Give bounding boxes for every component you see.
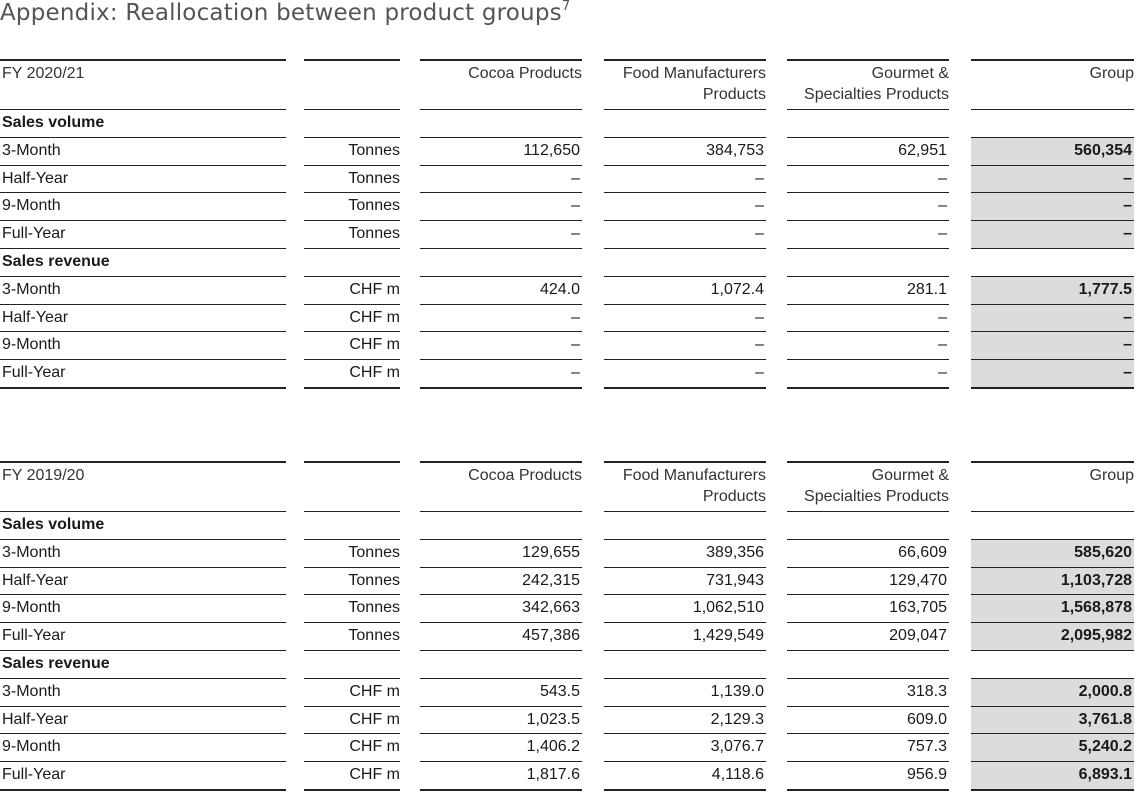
group-value: – [1123,336,1132,354]
row-label: Full-Year [2,766,66,784]
row-rule [304,359,400,360]
column-header-line: Cocoa Products [468,467,582,484]
row-rule [0,622,286,623]
header-bottom-rule [971,511,1134,512]
row-rule [604,387,766,389]
row-label: 3-Month [2,543,61,561]
group-value: 1,777.5 [1078,280,1132,298]
row-rule [787,594,949,595]
row-rule [604,594,766,595]
group-value: – [1123,197,1132,215]
row-rule [0,220,286,221]
row-rule [304,192,400,193]
row-rule [604,789,766,791]
row-rule [604,539,766,540]
column-header-line: Group [1089,65,1134,82]
row-value: – [571,364,580,382]
row-rule [787,706,949,707]
row-value: 242,315 [522,571,580,589]
row-label: Half-Year [2,571,69,589]
row-label: 9-Month [2,738,61,756]
row-label: Half-Year [2,710,69,728]
row-rule [0,331,286,332]
header-bottom-rule [304,511,400,512]
row-label: Full-Year [2,225,66,243]
row-rule [787,359,949,360]
header-top-rule [604,59,766,61]
row-unit: CHF m [349,280,400,298]
column-header-line: Group [1089,467,1134,484]
row-value: 2,129.3 [710,710,764,728]
row-rule [604,622,766,623]
row-rule [420,137,582,138]
row-rule [604,220,766,221]
row-rule [420,761,582,762]
column-header [420,63,582,84]
header-top-rule [787,461,949,463]
title-text: Appendix: Reallocation between product groups [0,0,562,26]
header-top-rule [0,59,286,61]
row-rule [604,761,766,762]
row-rule [787,761,949,762]
column-header-line: Food Manufacturers [622,467,766,484]
row-rule [971,789,1134,791]
row-rule [304,331,400,332]
row-rule [604,248,766,249]
row-value: 281.1 [906,280,947,298]
row-rule [787,220,949,221]
row-value: 66,609 [898,543,947,561]
row-unit: CHF m [349,738,400,756]
header-top-rule [304,461,400,463]
row-rule [604,192,766,193]
row-value: – [571,225,580,243]
period-header: FY 2019/20 [2,467,85,484]
row-rule [304,622,400,623]
header-bottom-rule [0,511,286,512]
header-top-rule [971,59,1134,61]
row-value: – [938,169,947,187]
group-value: 6,893.1 [1078,766,1132,784]
row-rule [0,192,286,193]
row-rule [304,304,400,305]
row-rule [0,387,286,389]
header-bottom-rule [420,109,582,110]
row-rule [0,276,286,277]
row-value: 1,062,510 [692,599,764,617]
row-value: 609.0 [906,710,947,728]
group-value: – [1123,364,1132,382]
row-unit: CHF m [349,710,400,728]
row-rule [420,192,582,193]
row-rule [787,789,949,791]
column-header-line: Specialties Products [804,86,949,103]
column-header [604,465,766,507]
group-value: 2,095,982 [1060,627,1132,645]
row-rule [0,165,286,166]
group-value: 1,103,728 [1060,571,1132,589]
section-label: Sales volume [2,114,105,131]
row-rule [787,165,949,166]
column-header [787,465,949,507]
row-rule [604,331,766,332]
row-value: 457,386 [522,627,580,645]
row-rule [604,706,766,707]
row-rule [304,594,400,595]
row-rule [0,706,286,707]
period-header: FY 2020/21 [2,65,85,82]
row-rule [420,165,582,166]
row-value: 384,753 [706,141,764,159]
header-top-rule [304,59,400,61]
row-unit: CHF m [349,364,400,382]
row-value: – [755,308,764,326]
row-rule [787,192,949,193]
section-label: Sales revenue [2,655,110,672]
row-value: 757.3 [906,738,947,756]
row-unit: Tonnes [348,169,400,187]
row-rule [0,248,286,249]
row-rule [971,387,1134,389]
row-value: 389,356 [706,543,764,561]
row-rule [604,567,766,568]
row-rule [420,733,582,734]
header-bottom-rule [604,511,766,512]
row-value: – [755,336,764,354]
row-rule [304,733,400,734]
row-rule [787,276,949,277]
row-rule [787,304,949,305]
row-value: 956.9 [906,766,947,784]
row-rule [0,733,286,734]
row-rule [0,567,286,568]
header-top-rule [0,461,286,463]
row-unit: Tonnes [348,543,400,561]
row-value: 1,023.5 [526,710,580,728]
row-unit: CHF m [349,336,400,354]
column-header [971,63,1134,84]
row-value: 112,650 [523,141,580,159]
group-value: 585,620 [1074,543,1132,561]
row-value: 1,139.0 [710,682,764,700]
row-rule [304,248,400,249]
header-bottom-rule [420,511,582,512]
row-rule [787,539,949,540]
row-rule [304,761,400,762]
row-rule [787,678,949,679]
row-value: – [938,197,947,215]
row-rule [304,706,400,707]
group-value: – [1123,308,1132,326]
column-header-line: Specialties Products [804,488,949,505]
row-value: 1,406.2 [526,738,580,756]
row-value: 4,118.6 [711,766,764,784]
group-value: 3,761.8 [1078,710,1132,728]
row-rule [420,359,582,360]
column-header [787,63,949,105]
row-label: 9-Month [2,336,61,354]
section-label: Sales volume [2,516,105,533]
row-rule [787,248,949,249]
row-rule [304,165,400,166]
row-label: 9-Month [2,599,61,617]
row-value: 543.5 [539,682,580,700]
row-unit: CHF m [349,766,400,784]
row-value: – [755,197,764,215]
group-value: 5,240.2 [1078,738,1132,756]
row-value: 342,663 [522,599,580,617]
group-value: 560,354 [1074,141,1132,159]
row-unit: Tonnes [348,571,400,589]
row-value: 62,951 [898,141,947,159]
row-value: – [938,364,947,382]
title-footnote: 7 [561,0,571,14]
column-header-line: Cocoa Products [468,65,582,82]
row-rule [304,387,400,389]
row-rule [787,387,949,389]
row-rule [420,622,582,623]
row-rule [0,359,286,360]
row-label: Full-Year [2,364,66,382]
header-bottom-rule [971,109,1134,110]
row-unit: Tonnes [348,599,400,617]
row-value: – [571,308,580,326]
row-label: Half-Year [2,308,69,326]
row-value: – [938,308,947,326]
row-rule [420,789,582,791]
row-rule [304,220,400,221]
row-rule [0,761,286,762]
row-unit: Tonnes [348,197,400,215]
row-rule [304,567,400,568]
row-unit: Tonnes [348,225,400,243]
row-value: – [571,169,580,187]
group-value: 1,568,878 [1060,599,1132,617]
row-value: 731,943 [706,571,764,589]
row-value: 129,470 [889,571,947,589]
header-top-rule [604,461,766,463]
row-rule [304,650,400,651]
header-top-rule [420,461,582,463]
row-rule [420,567,582,568]
row-label: 3-Month [2,280,61,298]
row-rule [420,248,582,249]
row-unit: Tonnes [348,141,400,159]
row-rule [304,539,400,540]
row-rule [604,733,766,734]
row-rule [420,331,582,332]
row-value: – [755,169,764,187]
row-value: 209,047 [889,627,947,645]
group-value: 2,000.8 [1078,682,1132,700]
header-bottom-rule [304,109,400,110]
column-header-line: Food Manufacturers [622,65,766,82]
row-rule [787,331,949,332]
row-unit: Tonnes [348,627,400,645]
column-header [604,63,766,105]
row-rule [604,304,766,305]
row-rule [420,304,582,305]
row-value: – [755,225,764,243]
row-label: 3-Month [2,682,61,700]
row-label: 3-Month [2,141,61,159]
row-rule [420,539,582,540]
row-rule [420,594,582,595]
row-rule [0,304,286,305]
header-top-rule [971,461,1134,463]
row-rule [420,220,582,221]
row-rule [787,733,949,734]
row-value: 1,429,549 [692,627,764,645]
group-value: – [1123,169,1132,187]
row-value: 3,076.7 [710,738,764,756]
header-bottom-rule [0,109,286,110]
row-unit: CHF m [349,682,400,700]
row-rule [304,678,400,679]
row-rule [604,165,766,166]
column-header [420,465,582,486]
row-value: 318.3 [906,682,947,700]
row-value: – [571,336,580,354]
row-rule [971,650,1134,651]
page-title [0,0,570,26]
column-header-line: Gourmet & [871,467,949,484]
row-value: 1,072.4 [710,280,764,298]
row-rule [420,650,582,651]
row-rule [0,678,286,679]
row-value: – [938,336,947,354]
row-value: 424.0 [539,280,580,298]
row-rule [0,594,286,595]
row-rule [787,567,949,568]
column-header-line: Products [702,488,766,505]
header-bottom-rule [787,109,949,110]
row-rule [604,359,766,360]
row-value: – [938,225,947,243]
row-rule [304,137,400,138]
group-value: – [1123,225,1132,243]
row-rule [971,248,1134,249]
row-rule [0,137,286,138]
row-rule [604,678,766,679]
row-unit: CHF m [349,308,400,326]
row-rule [420,387,582,389]
row-label: Half-Year [2,169,69,187]
row-rule [420,706,582,707]
header-top-rule [787,59,949,61]
row-rule [604,650,766,651]
row-rule [304,276,400,277]
column-header [971,465,1134,486]
column-header-line: Gourmet & [871,65,949,82]
row-label: Full-Year [2,627,66,645]
row-rule [604,137,766,138]
row-value: 1,817.6 [526,766,580,784]
row-rule [787,650,949,651]
row-rule [420,678,582,679]
row-value: – [755,364,764,382]
header-bottom-rule [604,109,766,110]
row-rule [604,276,766,277]
section-label: Sales revenue [2,253,110,270]
row-rule [0,650,286,651]
row-value: 129,655 [522,543,580,561]
header-bottom-rule [787,511,949,512]
row-rule [304,789,400,791]
row-rule [787,622,949,623]
row-rule [0,789,286,791]
row-rule [420,276,582,277]
column-header-line: Products [702,86,766,103]
row-rule [0,539,286,540]
row-rule [787,137,949,138]
header-top-rule [420,59,582,61]
row-value: 163,705 [889,599,947,617]
row-label: 9-Month [2,197,61,215]
row-value: – [571,197,580,215]
